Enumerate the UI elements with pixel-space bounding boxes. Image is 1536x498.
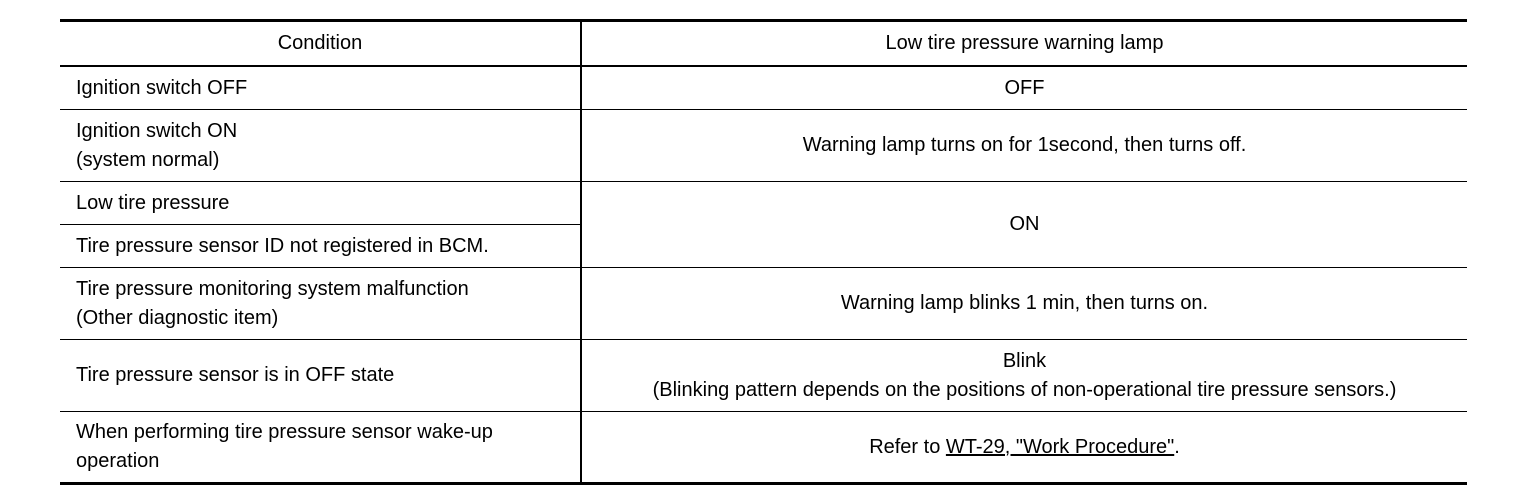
table-row — [60, 66, 1467, 110]
lamp-cell — [581, 66, 1467, 110]
procedure-link[interactable]: WT-29, "Work Procedure" — [945, 435, 1175, 458]
condition-text: When performing tire pressure sensor wake-up — [76, 421, 493, 443]
condition-text: Tire pressure monitoring system malfunction — [76, 277, 469, 300]
lamp-text: Blink — [1002, 349, 1047, 372]
lamp-cell — [581, 412, 1467, 483]
condition-cell — [60, 268, 581, 340]
lamp-text: Warning lamp turns on for 1second, then turns off. — [802, 134, 1247, 156]
lamp-cell — [581, 268, 1467, 340]
lamp-cell — [581, 110, 1467, 182]
condition-text: (Other diagnostic item) — [76, 306, 279, 329]
condition-text: operation — [76, 450, 160, 472]
table-row — [60, 182, 1467, 225]
lamp-text: Warning lamp blinks 1 min, then turns on. — [840, 292, 1209, 314]
header-lamp: Low tire pressure warning lamp — [581, 22, 1467, 66]
lamp-text: OFF — [1004, 76, 1045, 99]
condition-cell — [60, 340, 581, 412]
lamp-text-prefix: Refer to — [869, 435, 946, 458]
lamp-cell — [581, 182, 1467, 268]
table-row — [60, 268, 1467, 340]
condition-cell — [60, 110, 581, 182]
lamp-text: (Blinking pattern depends on the positions of non-operational tire pressure sensors.) — [652, 378, 1397, 401]
header-condition: Condition — [60, 22, 581, 66]
table-row — [60, 412, 1467, 483]
condition-cell — [60, 412, 581, 483]
condition-text: Ignition switch ON — [76, 119, 238, 142]
condition-cell — [60, 182, 581, 225]
condition-text: Tire pressure sensor ID not registered in BCM. — [76, 234, 489, 257]
condition-text: (system normal) — [76, 148, 220, 171]
lamp-cell — [581, 340, 1467, 412]
condition-text: Ignition switch OFF — [76, 76, 248, 99]
table-row — [60, 340, 1467, 412]
table-row — [60, 110, 1467, 182]
lamp-text-suffix: . — [1174, 435, 1180, 458]
lamp-text: ON — [1009, 213, 1040, 235]
condition-cell — [60, 66, 581, 110]
condition-cell — [60, 225, 581, 268]
condition-text: Low tire pressure — [76, 191, 230, 214]
condition-text: Tire pressure sensor is in OFF state — [76, 364, 395, 386]
condition-table — [60, 19, 1467, 485]
